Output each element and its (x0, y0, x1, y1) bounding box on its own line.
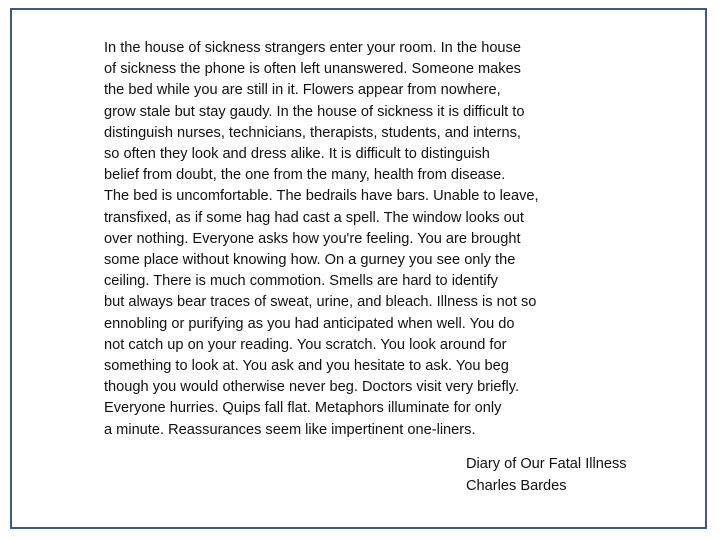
poem-line: something to look at. You ask and you hesitate to ask. You beg (104, 358, 509, 375)
poem-line: over nothing. Everyone asks how you're feeling. You are brought (104, 230, 521, 247)
poem-line: but always bear traces of sweat, urine, and bleach. Illness is not so (104, 294, 537, 311)
poem-line: the bed while you are still in it. Flowers appear from nowhere, (104, 82, 501, 99)
poem-text (104, 38, 704, 441)
poem-line: though you would otherwise never beg. Doctors visit very briefly. (104, 379, 520, 396)
document-frame (10, 8, 707, 529)
poem-line: grow stale but stay gaudy. In the house of sickness it is difficult to (104, 103, 525, 120)
poem-line: a minute. Reassurances seem like impertinent one-liners. (104, 421, 476, 438)
source-title: Diary of Our Fatal Illness (466, 456, 627, 472)
poem-line: In the house of sickness strangers enter your room. In the house (104, 40, 521, 56)
poem-line: distinguish nurses, technicians, therapists, students, and interns, (104, 124, 521, 141)
poem-line: some place without knowing how. On a gurney you see only the (104, 252, 516, 269)
poem-line: The bed is uncomfortable. The bedrails have bars. Unable to leave, (104, 188, 539, 205)
poem-line: ennobling or purifying as you had anticipated when well. You do (104, 315, 515, 332)
poem-line: ceiling. There is much commotion. Smells are hard to identify (104, 273, 498, 290)
author-name: Charles Bardes (466, 478, 567, 494)
poem-line: of sickness the phone is often left unanswered. Someone makes (104, 61, 521, 78)
poem-line: transfixed, as if some hag had cast a spell. The window looks out (104, 209, 524, 226)
poem-line: not catch up on your reading. You scratch. You look around for (104, 336, 507, 353)
poem-line: Everyone hurries. Quips fall flat. Metaphors illuminate for only (104, 400, 502, 417)
attribution (466, 453, 627, 497)
poem-line: belief from doubt, the one from the many, health from disease. (104, 167, 506, 184)
poem-line: so often they look and dress alike. It is difficult to distinguish (104, 146, 490, 163)
